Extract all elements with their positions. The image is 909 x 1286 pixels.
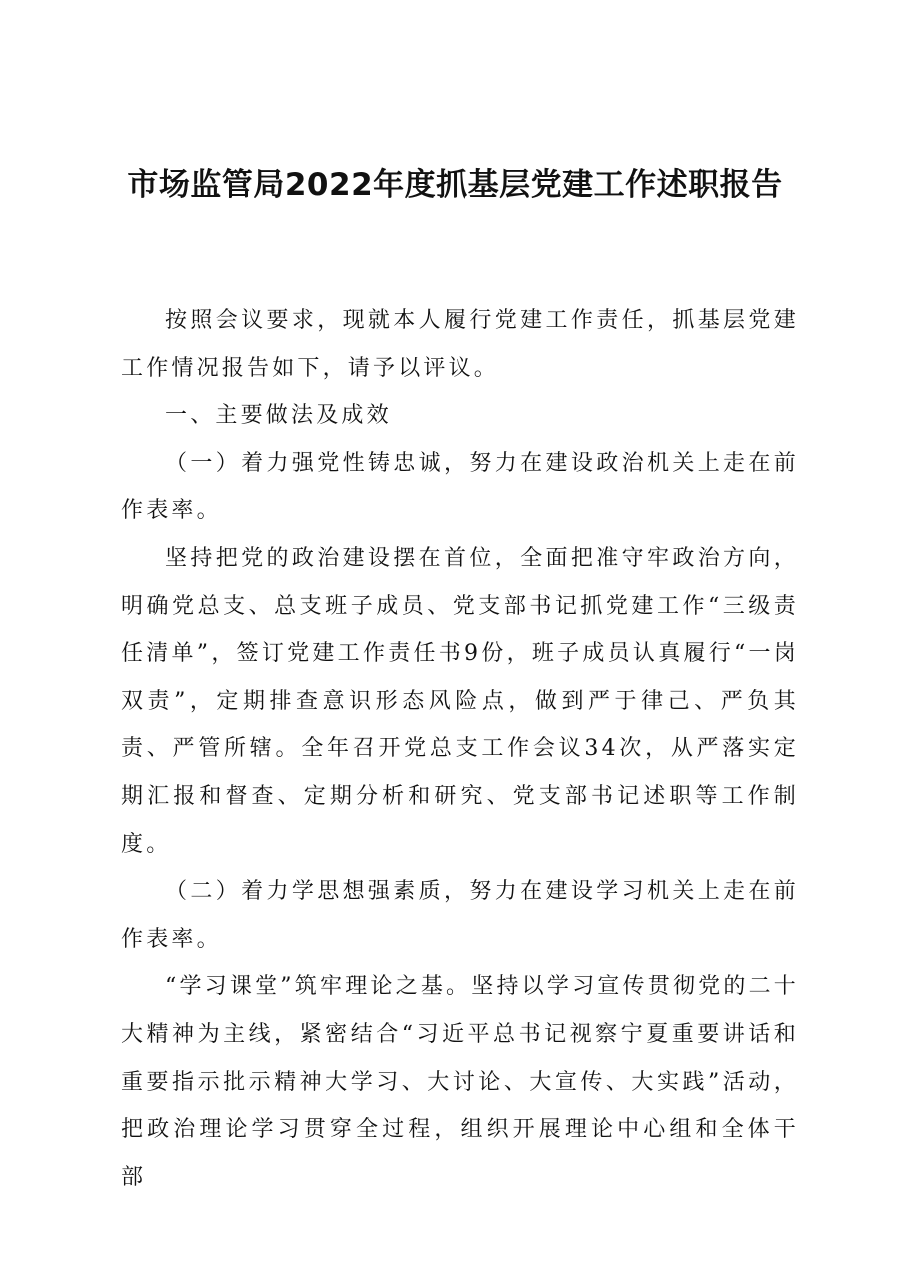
document-body bbox=[121, 297, 799, 1201]
paragraph-political-building: 坚持把党的政治建设摆在首位，全面把准守牢政治方向，明确党总支、总支班子成员、党支部书记抓党建工作“三级责任清单”，签订党建工作责任书9份，班子成员认真履行“一岗双责”，定期排查意识形态风险点，做到严于律己、严负其责、严管所辖。全年召开党总支工作会议34次，从严落实定期汇报和督查、定期分析和研究、党支部书记述职等工作制度。 bbox=[121, 545, 799, 857]
paragraph-study: “学习课堂”筑牢理论之基。坚持以学习宣传贯彻党的二十大精神为主线，紧密结合“习近平总书记视察宁夏重要讲话和重要指示批示精神大学习、大讨论、大宣传、大实践”活动，把政治理论学习贯穿全过程，组织开展理论中心组和全体干部 bbox=[121, 974, 799, 1190]
subheading-2: （二）着力学思想强素质，努力在建设学习机关上走在前作表率。 bbox=[121, 879, 799, 952]
subheading-1: （一）着力强党性铸忠诚，努力在建设政治机关上走在前作表率。 bbox=[121, 450, 799, 524]
heading-section-1: 一、主要做法及成效 bbox=[165, 403, 392, 429]
paragraph-intro: 按照会议要求，现就本人履行党建工作责任，抓基层党建工作情况报告如下，请予以评议。 bbox=[121, 308, 799, 381]
document-title: 市场监管局2022年度抓基层党建工作述职报告 bbox=[127, 167, 783, 203]
